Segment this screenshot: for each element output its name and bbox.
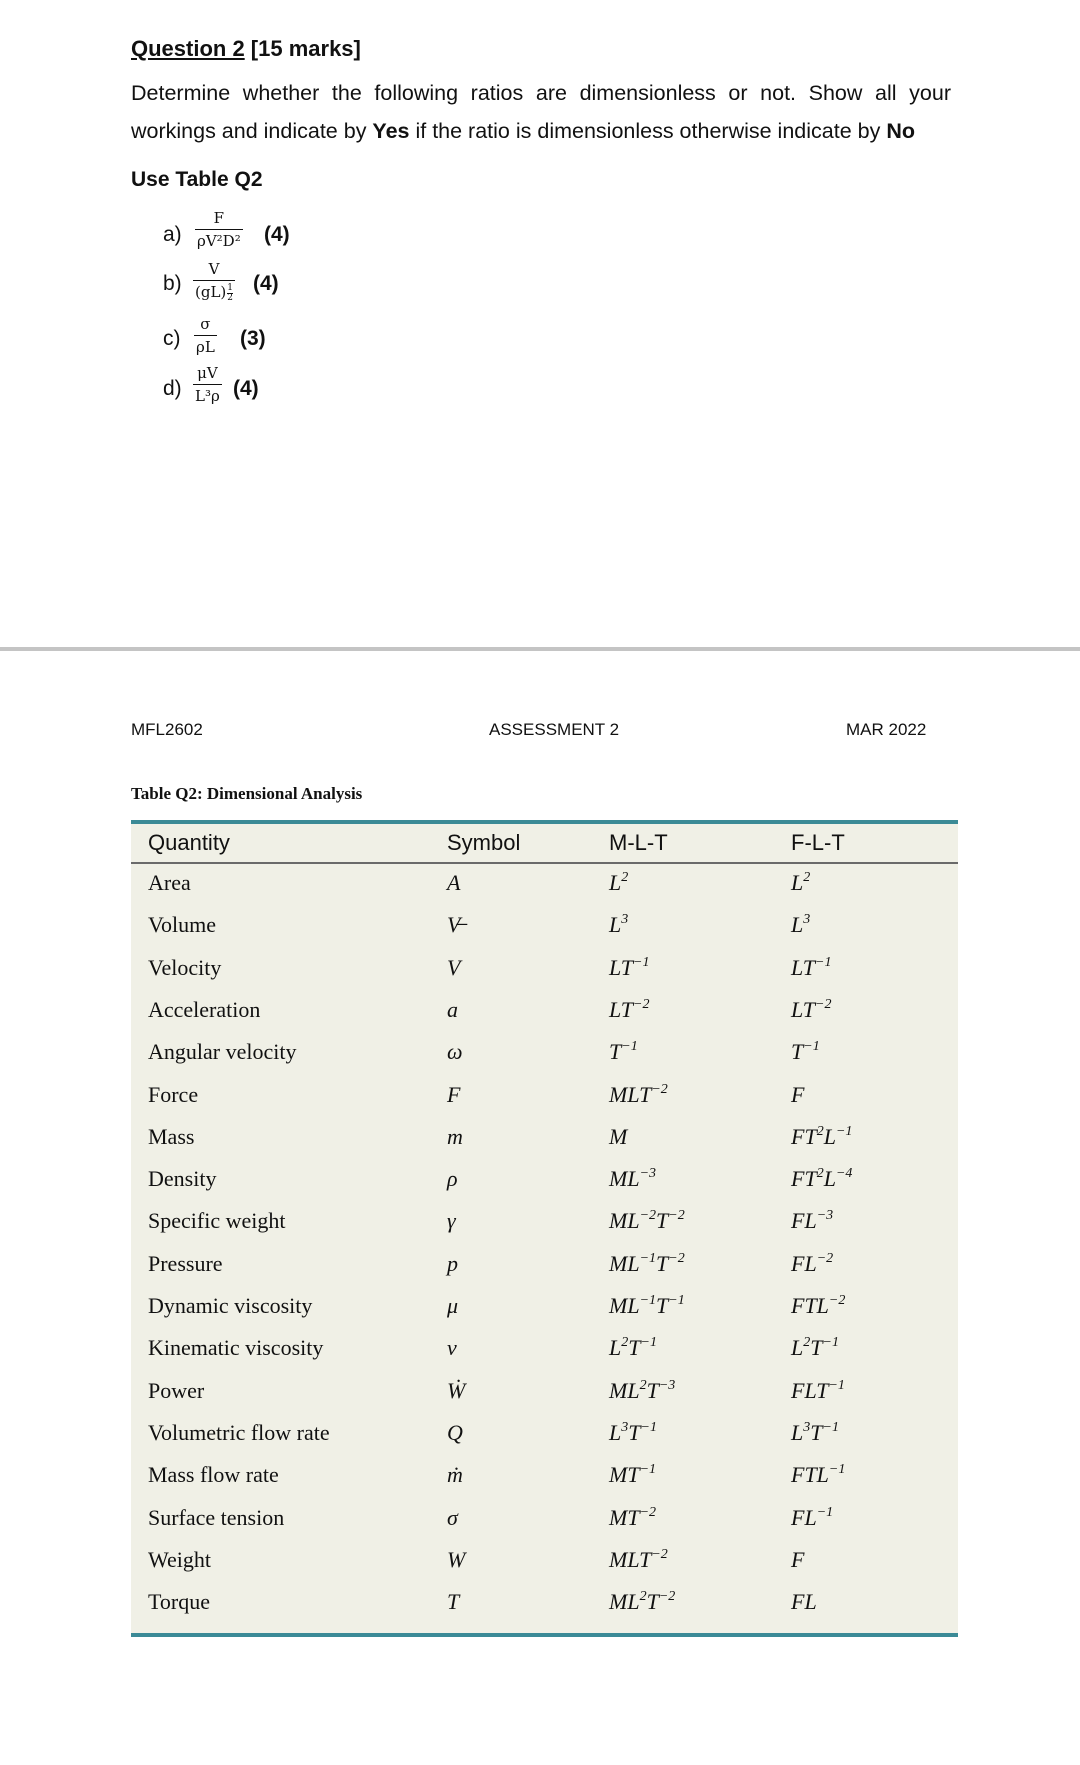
cell-mlt: $MT^{-2}$: [609, 1504, 657, 1530]
question-title: [131, 36, 361, 62]
table-row: [0, 1208, 1080, 1250]
cell-mlt: $LT^{-1}$: [609, 954, 650, 980]
table-row: [0, 1505, 1080, 1547]
table-top-rule: [131, 820, 958, 824]
cell-quantity: Volume: [148, 912, 217, 938]
cell-mlt: $ML^2T^{-2}$: [609, 1589, 676, 1615]
cell-mlt: $ML^2T^{-3}$: [609, 1377, 676, 1403]
cell-quantity: Pressure: [148, 1250, 223, 1276]
cell-symbol: ω: [447, 1039, 463, 1065]
cell-flt: $T^{-1}$: [791, 1039, 820, 1065]
cell-mlt: $MT^{-1}$: [609, 1462, 657, 1488]
item-a-ratio: $\frac{F}{\text{ρV²D²}}$: [197, 209, 241, 250]
cell-flt: $FT^2L^{-4}$: [791, 1166, 853, 1192]
cell-symbol: μ: [447, 1293, 459, 1318]
column-header-mlt: M-L-T: [609, 830, 668, 855]
cell-symbol: a: [447, 996, 458, 1022]
cell-flt: $L^3T^{-1}$: [791, 1419, 839, 1445]
cell-flt: FL: [791, 1589, 817, 1615]
cell-quantity: Power: [148, 1377, 205, 1403]
cell-mlt: $LT^{-2}$: [609, 996, 650, 1022]
item-c-marks: (3): [240, 327, 266, 350]
item-a-marks: (4): [264, 223, 290, 246]
cell-quantity: Density: [148, 1166, 217, 1192]
cell-quantity: Force: [148, 1081, 199, 1107]
cell-symbol: σ: [447, 1504, 458, 1530]
half-exponent: $\frac{1}{2}$: [227, 283, 234, 303]
assessment-date: MAR 2022: [846, 720, 927, 739]
cell-flt: $FLT^{-1}$: [791, 1377, 845, 1403]
table-row: [0, 1378, 1080, 1420]
cell-mlt: $L^3T^{-1}$: [609, 1419, 657, 1445]
cell-mlt: $MLT^{-2}$: [609, 1546, 668, 1572]
cell-flt: $FL^{-2}$: [791, 1250, 834, 1276]
cell-flt: $FL^{-3}$: [791, 1208, 834, 1234]
cell-quantity: Volumetric flow rate: [148, 1419, 330, 1445]
cell-mlt: $L^2$: [609, 870, 629, 895]
cell-mlt: M: [609, 1123, 628, 1149]
cell-mlt: $L^3$: [609, 912, 629, 938]
cell-symbol: F: [447, 1081, 461, 1107]
column-header-symbol: Symbol: [447, 830, 521, 855]
table-caption: Table Q2: Dimensional Analysis: [131, 784, 363, 803]
cell-flt: $FTL^{-1}$: [791, 1462, 846, 1488]
cell-symbol: ρ: [447, 1166, 458, 1192]
cell-flt: $L^2$: [791, 870, 811, 895]
table-row: [0, 1166, 1080, 1208]
cell-symbol: Ẇ: [447, 1377, 466, 1403]
use-table-note: Use Table Q2: [131, 168, 263, 191]
cell-symbol: W: [447, 1546, 466, 1572]
table-row: [0, 1335, 1080, 1377]
cell-symbol: m: [447, 1123, 463, 1149]
question-instruction: Determine whether the following ratios are dimensionless or not. Show all your workings and indicate by Yes if the ratio is dimensionless otherwise indicate by No: [131, 81, 951, 143]
question-number: Question 2: [131, 36, 245, 61]
column-header-flt: F-L-T: [791, 830, 845, 855]
cell-quantity: Weight: [148, 1546, 211, 1572]
cell-quantity: Velocity: [148, 954, 222, 980]
cell-flt: $FT^2L^{-1}$: [791, 1123, 853, 1149]
cell-quantity: Angular velocity: [148, 1039, 297, 1065]
assessment-title: ASSESSMENT 2: [489, 720, 620, 739]
table-row: [0, 1462, 1080, 1504]
table-row: [0, 1420, 1080, 1462]
cell-flt: $L^3$: [791, 912, 811, 938]
table-row: [0, 1039, 1080, 1081]
column-header-quantity: Quantity: [148, 830, 230, 855]
course-code: MFL2602: [131, 720, 203, 739]
table-row: [0, 912, 1080, 954]
cell-quantity: Area: [148, 870, 191, 895]
table-row: [0, 1589, 1080, 1631]
table-bottom-rule: [131, 1633, 958, 1637]
item-c-ratio: $\frac{\sigma}{\rho L}$: [196, 315, 215, 356]
item-d-ratio: $\frac{\mu V}{\text{L³ρ}}$: [195, 364, 220, 405]
cell-mlt: $ML^{-1}T^{-1}$: [609, 1293, 685, 1318]
cell-mlt: $MLT^{-2}$: [609, 1081, 668, 1107]
yes-keyword: Yes: [372, 119, 410, 143]
cell-quantity: Mass flow rate: [148, 1462, 279, 1488]
item-d-label: d): [163, 377, 182, 400]
item-b-label: b): [163, 272, 182, 295]
cell-symbol: T: [447, 1589, 460, 1615]
table-row: [0, 955, 1080, 997]
cell-quantity: Surface tension: [148, 1504, 285, 1530]
item-b-marks: (4): [253, 272, 279, 295]
question-marks: [15 marks]: [244, 36, 361, 61]
cell-symbol: V: [447, 954, 461, 980]
item-d-marks: (4): [233, 377, 259, 400]
cell-flt: F: [791, 1081, 805, 1107]
cell-quantity: Torque: [148, 1589, 210, 1615]
cell-flt: $L^2T^{-1}$: [791, 1335, 839, 1361]
table-row: [0, 1293, 1080, 1335]
cell-mlt: $ML^{-1}T^{-2}$: [609, 1250, 685, 1276]
cell-quantity: Dynamic viscosity: [148, 1293, 313, 1318]
table-row: [0, 1082, 1080, 1124]
cell-flt: $FL^{-1}$: [791, 1504, 834, 1530]
table-row: [0, 997, 1080, 1039]
table-header-rule: [131, 862, 958, 864]
table-row: [0, 1547, 1080, 1589]
cell-quantity: Kinematic viscosity: [148, 1335, 324, 1361]
cell-quantity: Acceleration: [148, 996, 261, 1022]
item-b-ratio: V (gL) $\frac{1}{2}$: [195, 260, 234, 303]
cell-flt: $FTL^{-2}$: [791, 1293, 846, 1318]
cell-symbol: A: [447, 870, 461, 895]
table-row: [0, 870, 1080, 912]
cell-quantity: Mass: [148, 1123, 195, 1149]
item-a-label: a): [163, 223, 182, 246]
cell-flt: $LT^{-1}$: [791, 954, 832, 980]
cell-symbol: p: [447, 1250, 458, 1276]
cell-symbol: V̶: [447, 912, 461, 938]
page-divider: [0, 647, 1080, 651]
cell-mlt: $T^{-1}$: [609, 1039, 638, 1065]
cell-symbol: γ: [447, 1208, 456, 1234]
cell-flt: F: [791, 1546, 805, 1572]
cell-quantity: Specific weight: [148, 1208, 286, 1234]
table-row: [0, 1251, 1080, 1293]
cell-symbol: ṁ: [447, 1462, 463, 1488]
cell-flt: $LT^{-2}$: [791, 996, 832, 1022]
item-c-label: c): [163, 327, 181, 350]
cell-mlt: $L^2T^{-1}$: [609, 1335, 657, 1361]
cell-mlt: $ML^{-3}$: [609, 1166, 657, 1192]
no-keyword: No: [886, 119, 915, 143]
cell-symbol: ν: [447, 1335, 457, 1361]
cell-symbol: Q: [447, 1419, 463, 1445]
table-row: [0, 1124, 1080, 1166]
cell-mlt: $ML^{-2}T^{-2}$: [609, 1208, 685, 1234]
